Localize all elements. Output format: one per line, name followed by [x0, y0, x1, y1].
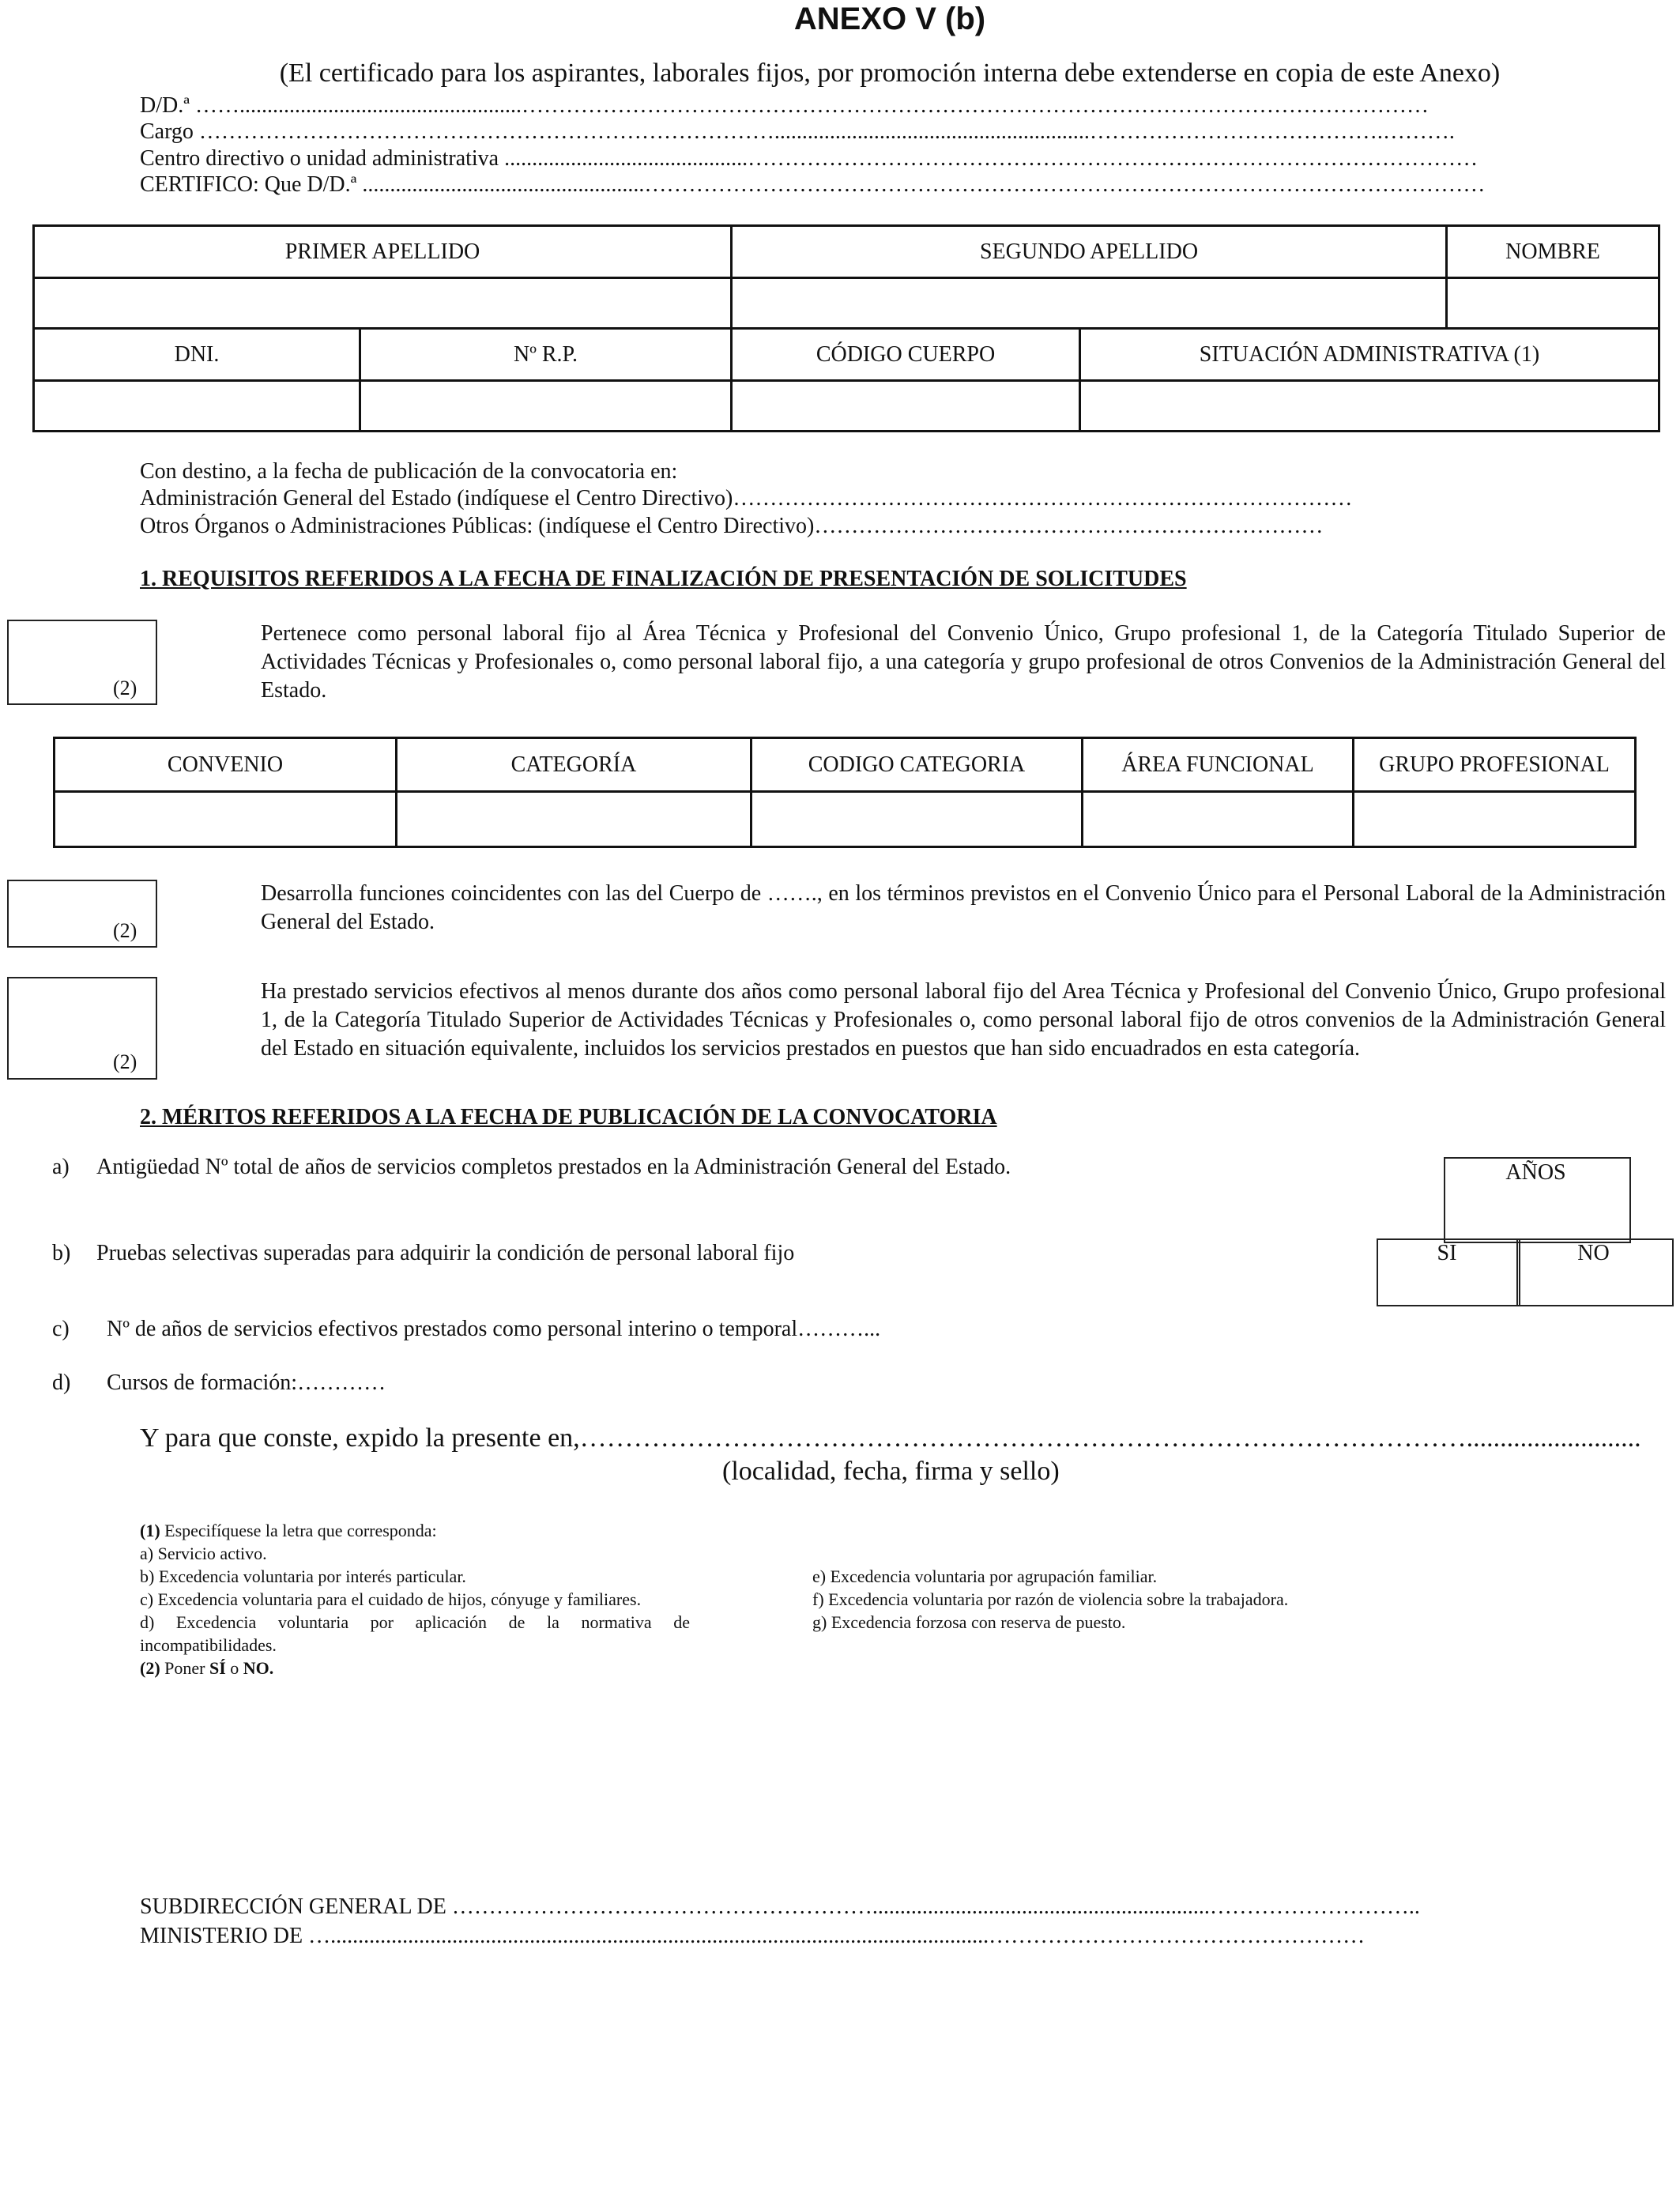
- header-segundo-apellido: SEGUNDO APELLIDO: [732, 226, 1447, 278]
- field-categoria[interactable]: [397, 792, 751, 847]
- note-1-heading: (1) Especifíquese la letra que corresponda:: [140, 1521, 437, 1540]
- header-nombre: NOMBRE: [1447, 226, 1659, 278]
- header-codigo-cuerpo: CÓDIGO CUERPO: [732, 329, 1080, 381]
- destino-line-age[interactable]: Administración General del Estado (indíquese el Centro Directivo)…………………………………………………………………………: [140, 486, 1353, 511]
- subdireccion-line[interactable]: SUBDIRECCIÓN GENERAL DE ………………………………………………….............................................................………………………..: [140, 1894, 1420, 1919]
- page-subtitle: (El certificado para los aspirantes, laborales fijos, por promoción interna debe extenderse en copia de este Anexo): [279, 58, 1501, 88]
- notes-right: [812, 1565, 1362, 1634]
- header-categoria: CATEGORÍA: [397, 738, 751, 792]
- note-c: c) Excedencia voluntaria para el cuidado de hijos, cónyuge y familiares.: [140, 1589, 642, 1609]
- section1-heading: 1. REQUISITOS REFERIDOS A LA FECHA DE FINALIZACIÓN DE PRESENTACIÓN DE SOLICITUDES: [140, 567, 1187, 591]
- note-b: b) Excedencia voluntaria por interés particular.: [140, 1566, 466, 1586]
- section2-heading: 2. MÉRITOS REFERIDOS A LA FECHA DE PUBLICACIÓN DE LA CONVOCATORIA: [140, 1105, 997, 1129]
- merit-b-letter: b): [52, 1241, 71, 1265]
- merit-c-letter: c): [52, 1317, 70, 1341]
- field-situacion-administrativa[interactable]: [1080, 381, 1659, 432]
- merit-d-letter: d): [52, 1370, 71, 1395]
- destino-line-1: Con destino, a la fecha de publicación de la convocatoria en:: [140, 459, 678, 484]
- category-table: [53, 737, 1637, 848]
- header-nrp: Nº R.P.: [360, 329, 732, 381]
- field-codigo-categoria[interactable]: [751, 792, 1083, 847]
- header-dni: DNI.: [34, 329, 360, 381]
- header-grupo-profesional: GRUPO PROFESIONAL: [1354, 738, 1636, 792]
- page-title: ANEXO V (b): [793, 2, 986, 36]
- merit-a-letter: a): [52, 1155, 70, 1179]
- dd-line[interactable]: D/D.ª ……...................................................……………………………………………………………………………………………………………: [140, 93, 1429, 118]
- si-label: SI: [1437, 1241, 1457, 1265]
- note-a: a) Servicio activo.: [140, 1544, 267, 1563]
- field-primer-apellido[interactable]: [34, 278, 732, 329]
- req2-text: Desarrolla funciones coincidentes con las del Cuerpo de ……., en los términos previstos en el Convenio Único para el Personal Laboral de la Administración General del Estado.: [261, 881, 1666, 934]
- header-primer-apellido: PRIMER APELLIDO: [34, 226, 732, 278]
- field-dni[interactable]: [34, 381, 360, 432]
- anos-label: AÑOS: [1505, 1160, 1566, 1185]
- req2-checkbox-mark: (2): [113, 919, 137, 942]
- note-2: (2) Poner SÍ o NO.: [140, 1658, 274, 1678]
- cargo-line[interactable]: Cargo …………………………………………………………………….........................................................………………………………….……….: [140, 119, 1455, 144]
- header-convenio: CONVENIO: [55, 738, 397, 792]
- personal-data-table: [32, 224, 1660, 432]
- closing-line[interactable]: Y para que conste, expido la presente en,………………………………………………………………………………………..........................: [140, 1423, 1641, 1453]
- note-g: g) Excedencia forzosa con reserva de puesto.: [812, 1612, 1126, 1632]
- centro-line[interactable]: Centro directivo o unidad administrativa ............................................………………………………………………………………………………………: [140, 146, 1478, 171]
- req3-checkbox-mark: (2): [113, 1050, 137, 1073]
- req1-checkbox-mark: (2): [113, 677, 137, 699]
- destino-line-otros[interactable]: Otros Órganos o Administraciones Públicas: (indíquese el Centro Directivo)……………………………………………………………: [140, 514, 1324, 538]
- note-d: d) Excedencia voluntaria por aplicación de la normativa de incompatibilidades.: [140, 1612, 690, 1655]
- field-convenio[interactable]: [55, 792, 397, 847]
- notes-left: [140, 1519, 690, 1679]
- merit-b-text: Pruebas selectivas superadas para adquirir la condición de personal laboral fijo: [96, 1241, 795, 1265]
- req1-text: Pertenece como personal laboral fijo al Área Técnica y Profesional del Convenio Único, Grupo profesional 1, de la Categoría Titulado Superior de Actividades Técnicas y Profesionales o, como personal laboral fijo, a una categoría y grupo profesional de otros Convenios de la Administración General del Estado.: [261, 621, 1666, 703]
- req3-text: Ha prestado servicios efectivos al menos durante dos años como personal laboral fijo del Area Técnica y Profesional del Convenio Único, Grupo profesional 1, de la Categoría Titulado Superior de Actividades Técnicas y Profesionales o, como personal laboral fijo de otros convenios de la Administración General del Estado en situación equivalente, incluidos los servicios prestados en puestos que han sido encuadrados en esta categoría.: [261, 979, 1666, 1061]
- field-grupo-profesional[interactable]: [1354, 792, 1636, 847]
- no-label: NO: [1577, 1241, 1610, 1265]
- field-codigo-cuerpo[interactable]: [732, 381, 1080, 432]
- certifico-line[interactable]: CERTIFICO: Que D/D.ª ...................................................……………………………………………………………………………………………………: [140, 172, 1486, 197]
- merit-c-text: Nº de años de servicios efectivos prestados como personal interino o temporal………...: [107, 1317, 881, 1341]
- field-nrp[interactable]: [360, 381, 732, 432]
- merit-a-text: Antigüedad Nº total de años de servicios completos prestados en la Administración General del Estado.: [96, 1155, 1011, 1179]
- field-segundo-apellido[interactable]: [732, 278, 1447, 329]
- note-e: e) Excedencia voluntaria por agrupación familiar.: [812, 1566, 1158, 1586]
- merit-d-text: Cursos de formación:…………: [107, 1370, 386, 1395]
- note-f: f) Excedencia voluntaria por razón de violencia sobre la trabajadora.: [812, 1589, 1289, 1609]
- closing-caption: (localidad, fecha, firma y sello): [722, 1457, 1060, 1486]
- field-nombre[interactable]: [1447, 278, 1659, 329]
- header-situacion-administrativa: SITUACIÓN ADMINISTRATIVA (1): [1080, 329, 1659, 381]
- header-codigo-categoria: CODIGO CATEGORIA: [751, 738, 1083, 792]
- field-area-funcional[interactable]: [1083, 792, 1354, 847]
- ministerio-line[interactable]: MINISTERIO DE ….......................................................................................................................……………………………………………: [140, 1924, 1365, 1948]
- header-area-funcional: ÁREA FUNCIONAL: [1083, 738, 1354, 792]
